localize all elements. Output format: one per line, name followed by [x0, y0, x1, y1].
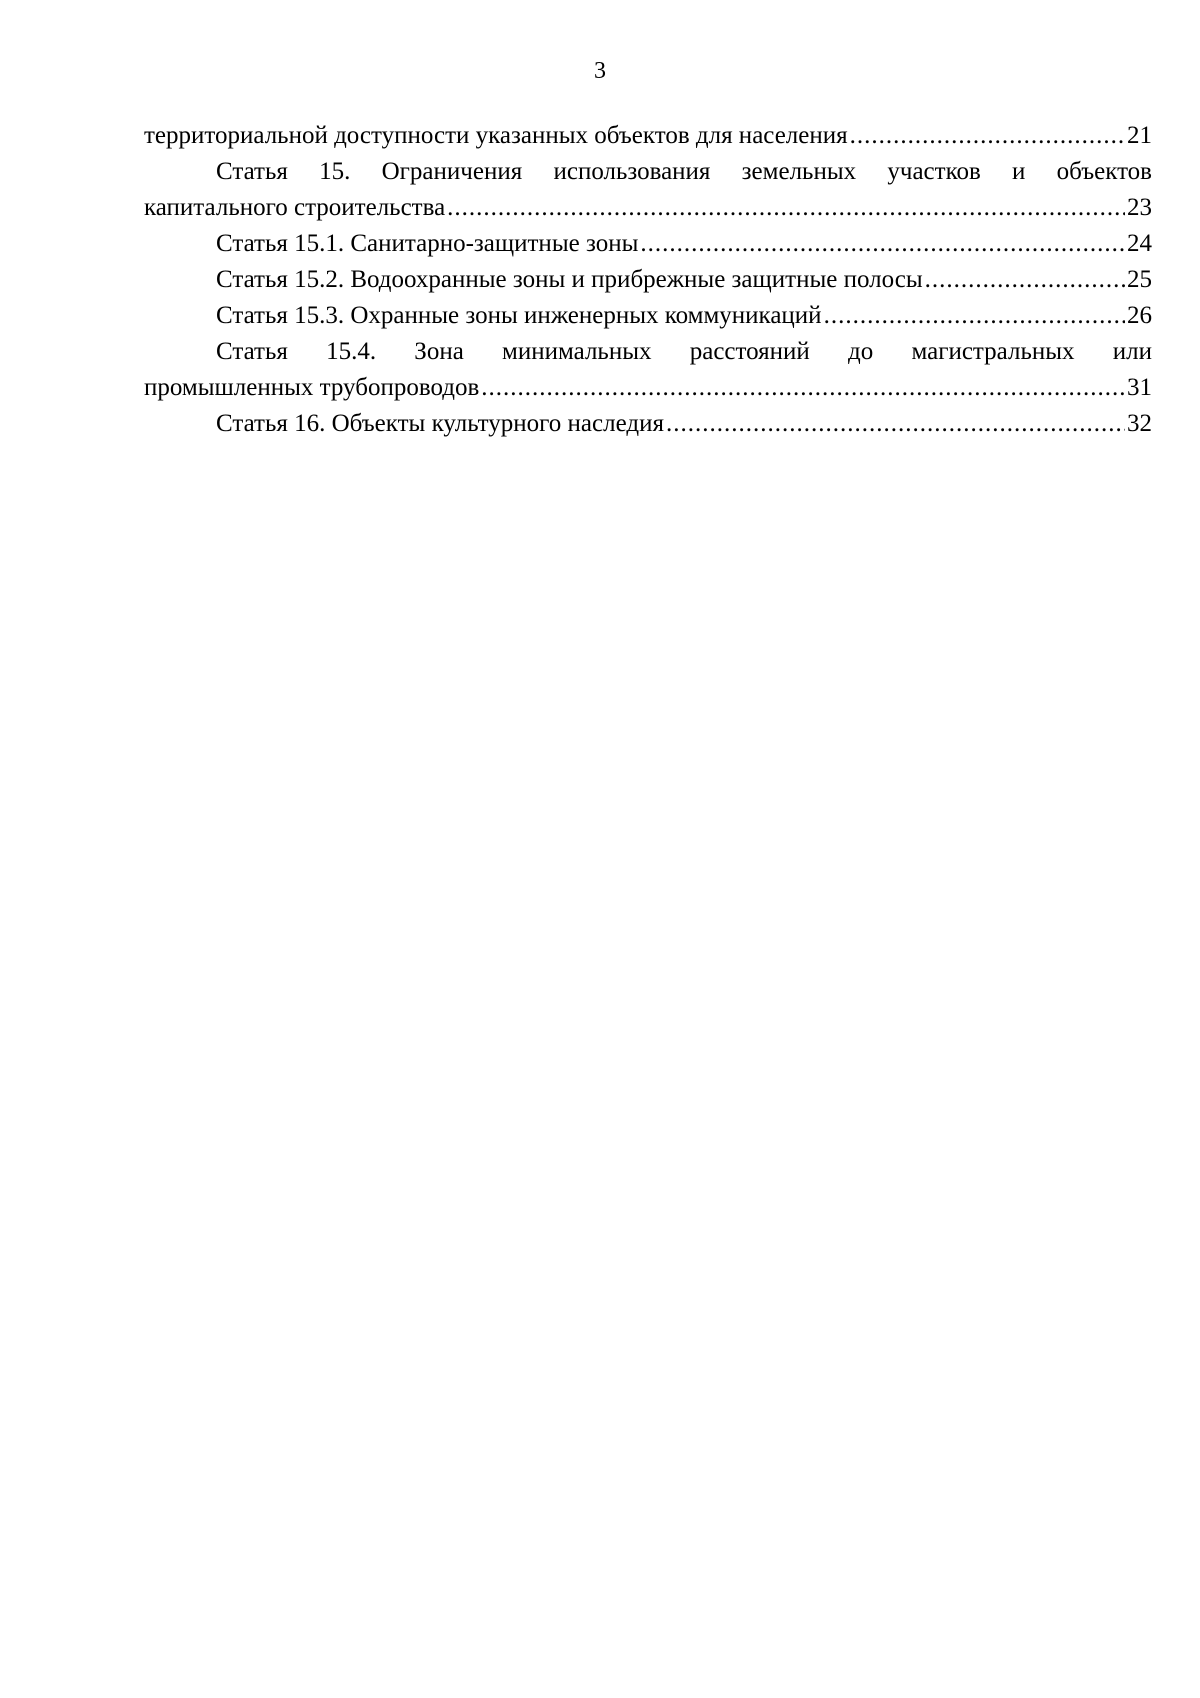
toc-entry-continuation[interactable] [144, 118, 1152, 154]
toc-page-number: 31 [1127, 374, 1152, 401]
toc-page-number: 24 [1127, 230, 1152, 257]
toc-entry-text: территориальной доступности указанных объектов для населения [144, 122, 848, 149]
dot-leader [481, 370, 1125, 406]
table-of-contents [144, 118, 1152, 442]
dot-leader [447, 190, 1125, 226]
toc-entry-text: Статья 15.3. Охранные зоны инженерных коммуникаций [216, 302, 822, 329]
toc-entry-text: промышленных трубопроводов [144, 374, 480, 401]
toc-entry-text: капитального строительства [144, 194, 446, 221]
dot-leader [640, 226, 1125, 262]
toc-entry-second-line [144, 190, 1152, 226]
dot-leader [925, 262, 1125, 298]
toc-entry-article-15-1[interactable] [144, 226, 1152, 262]
toc-entry-text: Статья 16. Объекты культурного наследия [216, 410, 664, 437]
toc-entry-first-line: Статья 15. Ограничения использования земельных участков и объектов [216, 158, 1152, 185]
toc-entry-article-16[interactable] [144, 406, 1152, 442]
dot-leader [666, 406, 1125, 442]
toc-entry-article-15-2[interactable] [144, 262, 1152, 298]
toc-entry-first-line: Статья 15.4. Зона минимальных расстояний до магистральных или [216, 338, 1152, 365]
toc-page-number: 32 [1127, 410, 1152, 437]
toc-entry-text: Статья 15.2. Водоохранные зоны и прибрежные защитные полосы [216, 266, 923, 293]
toc-page-number: 26 [1127, 302, 1152, 329]
toc-page-number: 23 [1127, 194, 1152, 221]
toc-entry-second-line [144, 370, 1152, 406]
toc-entry-article-15[interactable] [144, 154, 1152, 226]
dot-leader [850, 118, 1125, 154]
toc-page-number: 21 [1127, 122, 1152, 149]
toc-entry-article-15-4[interactable] [144, 334, 1152, 406]
page-number: 3 [594, 58, 606, 84]
dot-leader [824, 298, 1125, 334]
toc-entry-article-15-3[interactable] [144, 298, 1152, 334]
toc-entry-text: Статья 15.1. Санитарно-защитные зоны [216, 230, 639, 257]
toc-page-number: 25 [1127, 266, 1152, 293]
